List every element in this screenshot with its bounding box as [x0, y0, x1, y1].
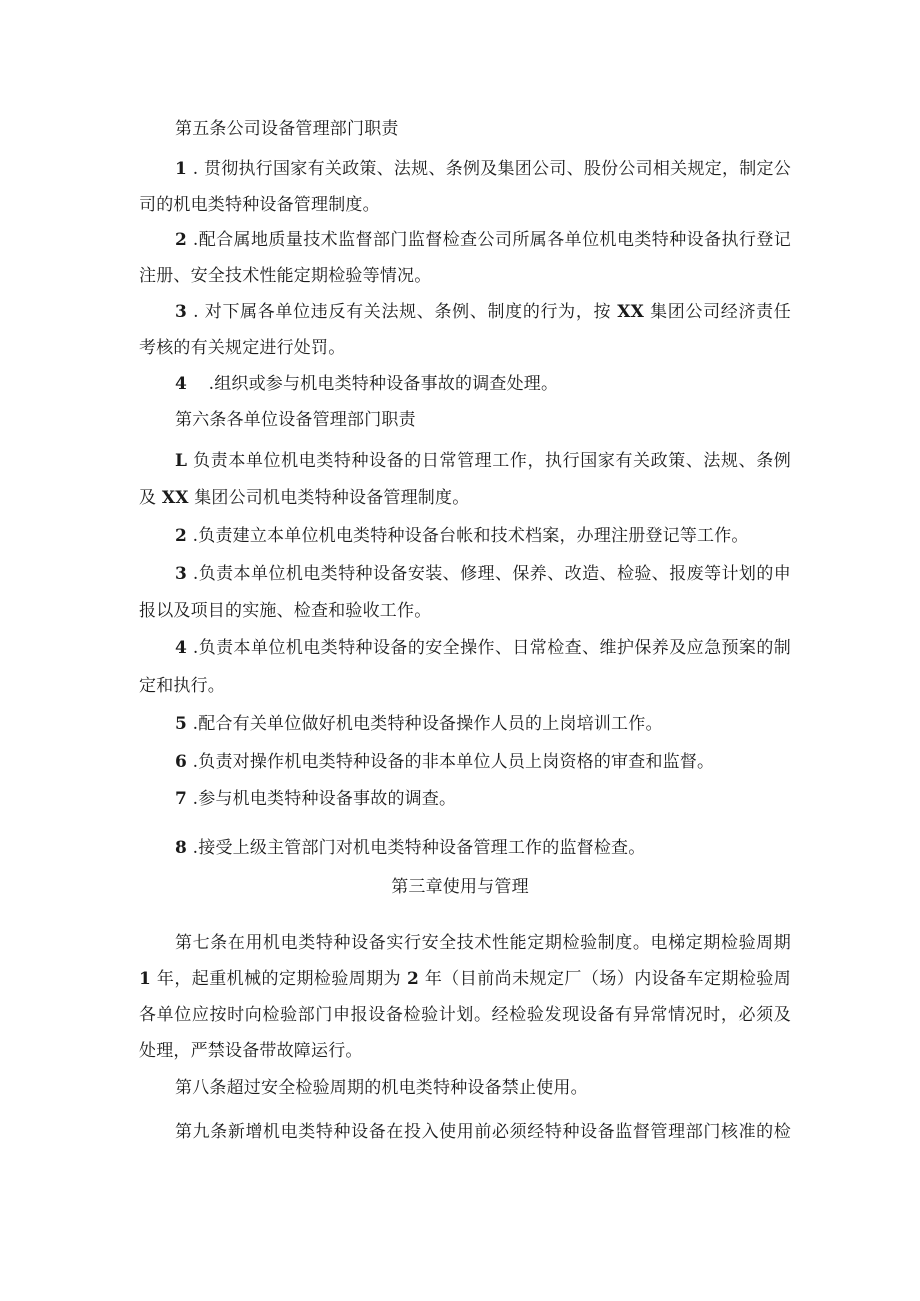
- item-text: 负责本单位机电类特种设备的日常管理工作，执行国家有关政策、法规、条例: [193, 451, 791, 471]
- item-text: 年，起重机械的定期检验周期为: [151, 969, 407, 989]
- item-text: .配合有关单位做好机电类特种设备操作人员的上岗培训工作。: [187, 714, 663, 734]
- item-text: .接受上级主管部门对机电类特种设备管理工作的监督检查。: [187, 838, 646, 858]
- item-number: 7: [175, 789, 188, 809]
- item-number: 2: [175, 526, 188, 546]
- item-number: 1: [175, 159, 188, 179]
- article-6-item-2: [175, 525, 791, 547]
- period-value: 2: [406, 969, 420, 989]
- article-6-item-7: [175, 788, 791, 810]
- article-7-line-4: 处理，严禁设备带故障运行。: [139, 1041, 363, 1061]
- item-text: .负责建立本单位机电类特种设备台帐和技术档案，办理注册登记等工作。: [187, 526, 749, 546]
- article-6-heading: 第六条各单位设备管理部门职责: [175, 410, 416, 430]
- item-text: 及: [139, 488, 162, 508]
- article-6-item-3-cont: 报以及项目的实施、检查和验收工作。: [139, 601, 432, 621]
- article-7-line-2: [139, 968, 791, 990]
- article-9-line-1: 第九条新增机电类特种设备在投入使用前必须经特种设备监督管理部门核准的检: [175, 1122, 791, 1142]
- item-number: 2: [175, 230, 188, 250]
- article-5-item-3: [175, 301, 791, 323]
- item-text: 集团公司经济责任: [650, 302, 791, 322]
- article-5-item-1-cont: 司的机电类特种设备管理制度。: [139, 195, 380, 215]
- article-6-item-3: [175, 563, 791, 585]
- item-text: .配合属地质量技术监督部门监督检查公司所属各单位机电类特种设备执行登记: [187, 230, 791, 250]
- article-6-item-8: [175, 837, 791, 859]
- item-number: 4: [175, 374, 188, 394]
- item-text: 集团公司机电类特种设备管理制度。: [188, 488, 470, 508]
- article-6-item-1: [175, 450, 791, 472]
- item-text: .负责本单位机电类特种设备的安全操作、日常检查、维护保养及应急预案的制: [187, 638, 791, 658]
- item-text: .负责本单位机电类特种设备安装、修理、保养、改造、检验、报废等计划的申: [187, 564, 791, 584]
- article-8: 第八条超过安全检验周期的机电类特种设备禁止使用。: [175, 1078, 588, 1098]
- item-text: . 贯彻执行国家有关政策、法规、条例及集团公司、股份公司相关规定，制定公: [187, 159, 791, 179]
- item-text: 年（目前尚未规定厂（场）内设备车定期检验周: [424, 969, 791, 989]
- company-placeholder: XX: [161, 488, 189, 508]
- article-5-item-3-cont: 考核的有关规定进行处罚。: [139, 338, 346, 358]
- item-number: 3: [175, 302, 188, 322]
- article-5-item-1: [175, 158, 791, 180]
- item-text: .负责对操作机电类特种设备的非本单位人员上岗资格的审查和监督。: [187, 752, 715, 772]
- item-number: 3: [175, 564, 188, 584]
- article-6-item-1-cont: [139, 487, 791, 509]
- item-number: 8: [175, 838, 188, 858]
- company-placeholder: XX: [617, 302, 645, 322]
- period-value: 1: [139, 969, 152, 989]
- item-text: .参与机电类特种设备事故的调查。: [187, 789, 457, 809]
- item-number: 6: [175, 752, 188, 772]
- article-5-heading: 第五条公司设备管理部门职责: [175, 119, 399, 139]
- item-number: L: [175, 451, 188, 471]
- article-7-line-1: 第七条在用机电类特种设备实行安全技术性能定期检验制度。电梯定期检验周期: [175, 933, 791, 953]
- item-number: 5: [175, 714, 188, 734]
- article-6-item-4-cont: 定和执行。: [139, 676, 225, 696]
- item-number: 4: [175, 638, 188, 658]
- article-6-item-6: [175, 751, 791, 773]
- item-text: .组织或参与机电类特种设备事故的调查处理。: [203, 374, 559, 394]
- article-5-item-2-cont: 注册、安全技术性能定期检验等情况。: [139, 266, 432, 286]
- item-text: . 对下属各单位违反有关法规、条例、制度的行为，按: [187, 302, 618, 322]
- chapter-heading: 第三章使用与管理: [391, 877, 529, 897]
- article-6-item-5: [175, 713, 791, 735]
- article-5-item-2: [175, 229, 791, 251]
- article-5-item-4: [175, 373, 791, 395]
- article-7-line-3: 各单位应按时向检验部门申报设备检验计划。经检验发现设备有异常情况时，必须及: [139, 1005, 791, 1025]
- article-6-item-4: [175, 637, 791, 659]
